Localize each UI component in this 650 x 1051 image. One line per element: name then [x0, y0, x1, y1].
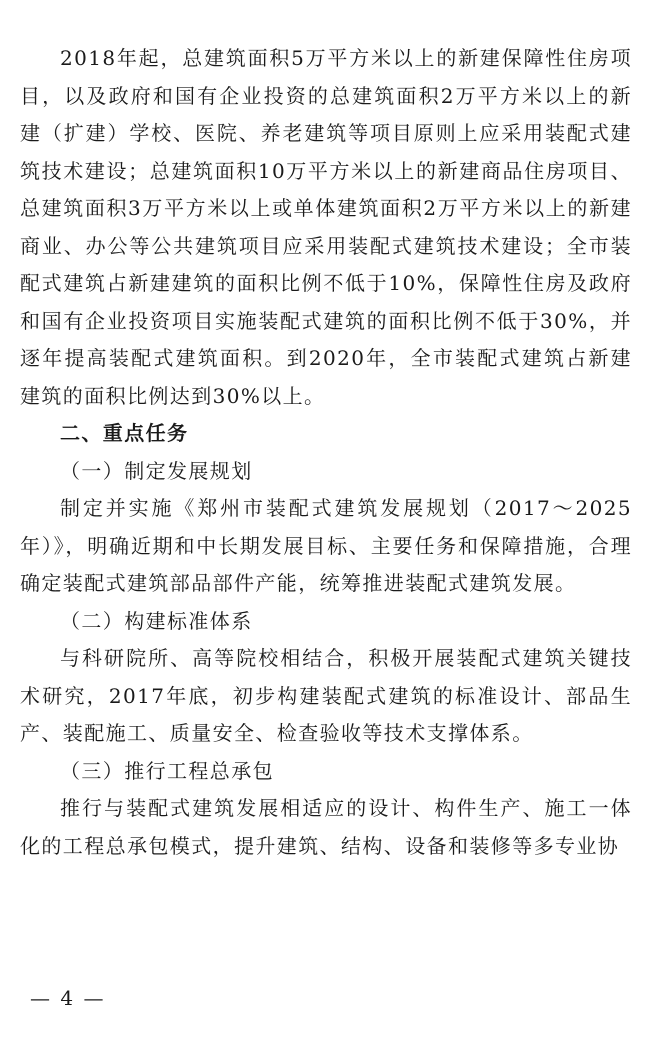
- subheading-general-contracting: （三）推行工程总承包: [60, 758, 274, 783]
- subheading-standard-system: （二）构建标准体系: [60, 608, 253, 633]
- paragraph-standard-system: 与科研院所、高等院校相结合，积极开展装配式建筑关键技术研究，2017年底，初步构建装配式建筑的标准设计、部品生产、装配施工、质量安全、检查验收等技术支撑体系。: [20, 646, 632, 745]
- document-page: [20, 40, 632, 865]
- paragraph-general-contracting: 推行与装配式建筑发展相适应的设计、构件生产、施工一体化的工程总承包模式，提升建筑、结构、设备和装修等多专业协: [20, 796, 632, 858]
- paragraph-targets: 2018年起，总建筑面积5万平方米以上的新建保障性住房项目，以及政府和国有企业投资的总建筑面积2万平方米以上的新建（扩建）学校、医院、养老建筑等项目原则上应采用装配式建筑技术建设；总建筑面积10万平方米以上的新建商品住房项目、总建筑面积3万平方米以上或单体建筑面积2万平方米以上的新建商业、办公等公共建筑项目应采用装配式建筑技术建设；全市装配式建筑占新建建筑的面积比例不低于10%，保障性住房及政府和国有企业投资项目实施装配式建筑的面积比例不低于30%，并逐年提高装配式建筑面积。到2020年，全市装配式建筑占新建建筑的面积比例达到30%以上。: [20, 46, 632, 408]
- page-number: — 4 —: [30, 986, 106, 1010]
- subheading-development-plan: （一）制定发展规划: [60, 458, 253, 483]
- paragraph-development-plan: 制定并实施《郑州市装配式建筑发展规划（2017～2025年）》，明确近期和中长期发展目标、主要任务和保障措施，合理确定装配式建筑部品部件产能，统筹推进装配式建筑发展。: [20, 496, 632, 595]
- section-heading-key-tasks: 二、重点任务: [60, 421, 189, 445]
